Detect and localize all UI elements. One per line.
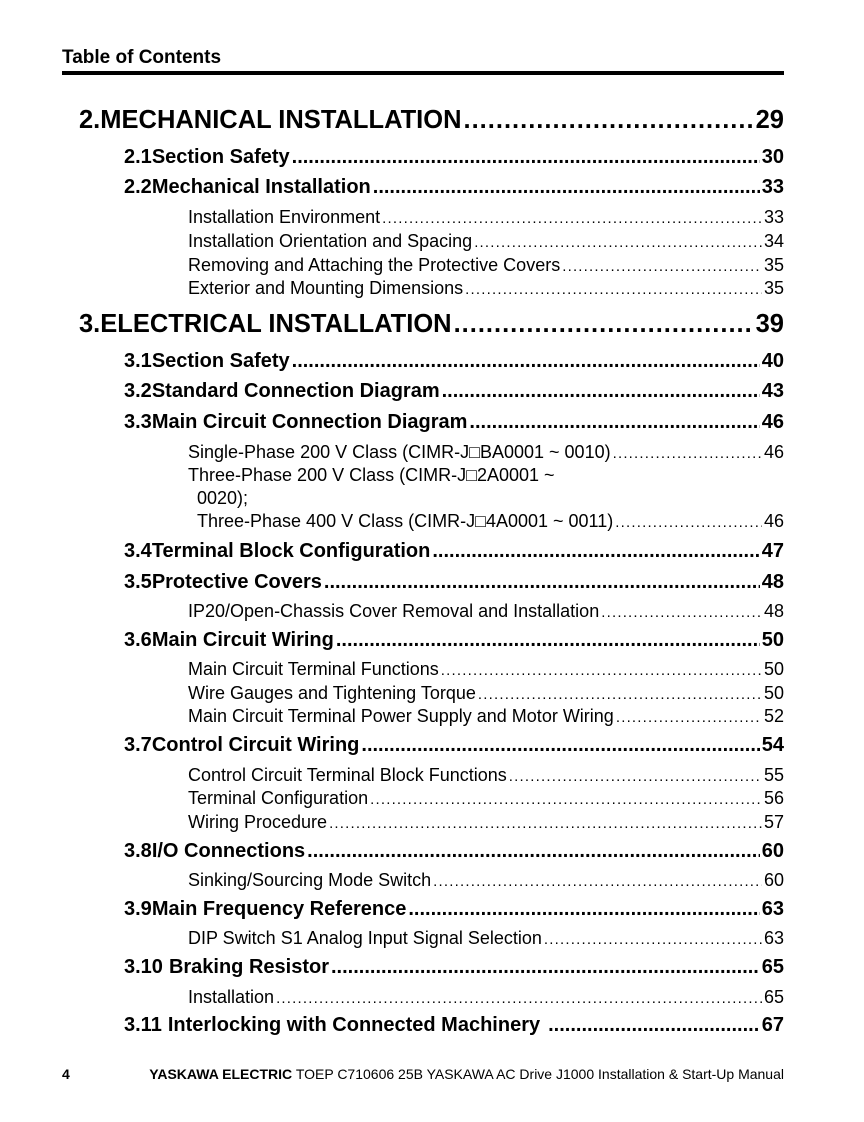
section-number: 2.2: [124, 176, 152, 198]
page-number: 67: [761, 1014, 784, 1036]
page-number: 54: [761, 734, 784, 756]
section-title: Terminal Block Configuration: [151, 540, 431, 562]
section-number: 3.1: [124, 350, 152, 372]
entry-title: Installation Environment: [188, 207, 381, 227]
toc-entry[interactable]: [188, 765, 784, 786]
entry-title: Wire Gauges and Tightening Torque: [188, 683, 476, 703]
footer-page-number: 4: [62, 1066, 70, 1082]
page-number: 46: [761, 411, 784, 433]
page-number: 60: [761, 840, 784, 862]
dot-leader: [562, 258, 762, 275]
entry-title: Installation: [188, 987, 275, 1007]
page-number: 47: [761, 540, 784, 562]
page-number: 40: [761, 350, 784, 372]
toc-entry[interactable]: [188, 706, 784, 727]
toc-section-3-5[interactable]: [124, 571, 784, 594]
entry-title: Sinking/Sourcing Mode Switch: [188, 870, 432, 890]
page-number: 33: [761, 176, 784, 198]
dot-leader: [469, 411, 759, 434]
toc-entry[interactable]: [188, 812, 784, 833]
dot-leader: [331, 956, 760, 979]
section-number: 3.3: [124, 411, 152, 433]
page-number: 65: [763, 987, 784, 1007]
dot-leader: [382, 210, 762, 227]
toc-section-3-8[interactable]: [124, 840, 784, 863]
dot-leader: [465, 281, 762, 298]
page-number: 29: [755, 106, 784, 134]
page-number: 55: [763, 765, 784, 785]
dot-leader: [454, 310, 754, 339]
section-number: 3.6: [124, 629, 152, 651]
dot-leader: [442, 380, 760, 403]
header-rule: [62, 71, 784, 75]
dot-leader: [324, 571, 760, 594]
footer-company: YASKAWA ELECTRIC: [149, 1066, 293, 1082]
page-number: 48: [761, 571, 784, 593]
page-number: 50: [763, 683, 784, 703]
toc-entry[interactable]: [188, 659, 784, 680]
toc-section-2-2[interactable]: [124, 176, 784, 199]
dot-leader: [464, 106, 754, 135]
page-number: 60: [763, 870, 784, 890]
dot-leader: [601, 604, 762, 621]
section-title: Main Circuit Connection Diagram: [151, 411, 468, 433]
section-title: Interlocking with Connected Machinery: [167, 1014, 541, 1036]
toc-entry[interactable]: [188, 442, 784, 463]
chapter-number: 3.: [79, 310, 101, 338]
dot-leader: [336, 629, 760, 652]
section-number: 3.9: [124, 898, 152, 920]
page-number: 50: [761, 629, 784, 651]
dot-leader: [292, 350, 760, 373]
dot-leader: [307, 840, 760, 863]
toc-section-3-7[interactable]: [124, 734, 784, 757]
dot-leader: [433, 873, 762, 890]
toc-chapter-2[interactable]: [79, 106, 784, 135]
section-number: 3.10: [124, 956, 163, 978]
entry-title: Terminal Configuration: [188, 788, 369, 808]
page-number: 46: [763, 442, 784, 462]
dot-leader: [615, 514, 762, 531]
footer-document-info: [149, 1066, 784, 1082]
toc-chapter-3[interactable]: [79, 310, 784, 339]
page-number: 57: [763, 812, 784, 832]
toc-section-3-11[interactable]: [124, 1014, 784, 1037]
toc-entry[interactable]: [188, 928, 784, 949]
toc-section-3-4[interactable]: [124, 540, 784, 563]
section-title: Main Circuit Wiring: [151, 629, 334, 651]
entry-title: Wiring Procedure: [188, 812, 328, 832]
toc-entry[interactable]: [188, 870, 784, 891]
section-number: 3.7: [124, 734, 152, 756]
dot-leader: [548, 1014, 760, 1037]
entry-title: Exterior and Mounting Dimensions: [188, 278, 464, 298]
section-title: Protective Covers: [151, 571, 322, 593]
entry-title: Three-Phase 400 V Class (CIMR-J□4A0001 ~ 0011): [197, 511, 614, 531]
entry-title: Main Circuit Terminal Power Supply and Motor Wiring: [188, 706, 614, 726]
toc-entry[interactable]: [188, 278, 784, 299]
dot-leader: [478, 686, 762, 703]
dot-leader: [370, 791, 762, 808]
dot-leader: [276, 990, 762, 1007]
toc-section-3-6[interactable]: [124, 629, 784, 652]
toc-section-3-3[interactable]: [124, 411, 784, 434]
section-title: Section Safety: [151, 350, 290, 372]
section-number: 3.5: [124, 571, 152, 593]
dot-leader: [361, 734, 759, 757]
toc-entry[interactable]: [188, 207, 784, 228]
entry-title: Single-Phase 200 V Class (CIMR-J□BA0001 ~ 0010): [188, 442, 611, 462]
page-number: 63: [763, 928, 784, 948]
section-title: Standard Connection Diagram: [151, 380, 440, 402]
chapter-number: 2.: [79, 106, 101, 134]
dot-leader: [373, 176, 760, 199]
section-title: Section Safety: [151, 146, 290, 168]
entry-title: Removing and Attaching the Protective Covers: [188, 255, 561, 275]
dot-leader: [616, 709, 762, 726]
page-number: 52: [763, 706, 784, 726]
entry-title: DIP Switch S1 Analog Input Signal Selection: [188, 928, 542, 948]
section-number: 3.11: [124, 1014, 162, 1036]
page-number: 34: [763, 231, 784, 251]
dot-leader: [329, 815, 762, 832]
section-number: 3.4: [124, 540, 152, 562]
page-header-title: Table of Contents: [62, 47, 222, 68]
page-number: 35: [763, 255, 784, 275]
toc-entry[interactable]: [188, 255, 784, 276]
page-number: 33: [763, 207, 784, 227]
dot-leader: [544, 931, 762, 948]
toc-section-3-1[interactable]: [124, 350, 784, 373]
toc-section-2-1[interactable]: [124, 146, 784, 169]
section-number: 2.1: [124, 146, 152, 168]
entry-title: Installation Orientation and Spacing: [188, 231, 473, 251]
toc-entry[interactable]: [188, 601, 784, 622]
page-number: 30: [761, 146, 784, 168]
toc-section-3-10[interactable]: [124, 956, 784, 979]
section-title: I/O Connections: [151, 840, 306, 862]
toc-entry[interactable]: [188, 231, 784, 252]
page-number: 35: [763, 278, 784, 298]
section-title: Main Frequency Reference: [151, 898, 407, 920]
toc-entry[interactable]: [188, 987, 784, 1008]
section-title: Braking Resistor: [168, 956, 329, 978]
toc-entry-line[interactable]: 0020);: [197, 488, 249, 508]
section-number: 3.8: [124, 840, 152, 862]
page-number: 46: [763, 511, 784, 531]
page-number: 65: [761, 956, 784, 978]
toc-entry[interactable]: [188, 788, 784, 809]
toc-entry-line[interactable]: Three-Phase 200 V Class (CIMR-J□2A0001 ~: [188, 465, 555, 485]
footer-doc-text: TOEP C710606 25B YASKAWA AC Drive J1000 Installation & Start-Up Manual: [295, 1066, 784, 1082]
page-number: 63: [761, 898, 784, 920]
dot-leader: [474, 234, 762, 251]
dot-leader: [408, 898, 759, 921]
chapter-title: MECHANICAL INSTALLATION: [100, 106, 462, 134]
page-number: 56: [763, 788, 784, 808]
entry-title: IP20/Open-Chassis Cover Removal and Installation: [188, 601, 600, 621]
page-number: 50: [763, 659, 784, 679]
page-number: 39: [755, 310, 784, 338]
dot-leader: [441, 662, 762, 679]
page-number: 48: [763, 601, 784, 621]
dot-leader: [613, 445, 762, 462]
entry-title: Control Circuit Terminal Block Functions: [188, 765, 507, 785]
page-number: 43: [761, 380, 784, 402]
chapter-title: ELECTRICAL INSTALLATION: [100, 310, 452, 338]
toc-entry[interactable]: [197, 511, 784, 532]
toc-section-3-9[interactable]: [124, 898, 784, 921]
dot-leader: [509, 768, 762, 785]
section-title: Mechanical Installation: [151, 176, 371, 198]
toc-entry[interactable]: [188, 683, 784, 704]
dot-leader: [432, 540, 759, 563]
section-title: Control Circuit Wiring: [151, 734, 360, 756]
section-number: 3.2: [124, 380, 152, 402]
toc-section-3-2[interactable]: [124, 380, 784, 403]
dot-leader: [292, 146, 760, 169]
entry-title: Main Circuit Terminal Functions: [188, 659, 439, 679]
